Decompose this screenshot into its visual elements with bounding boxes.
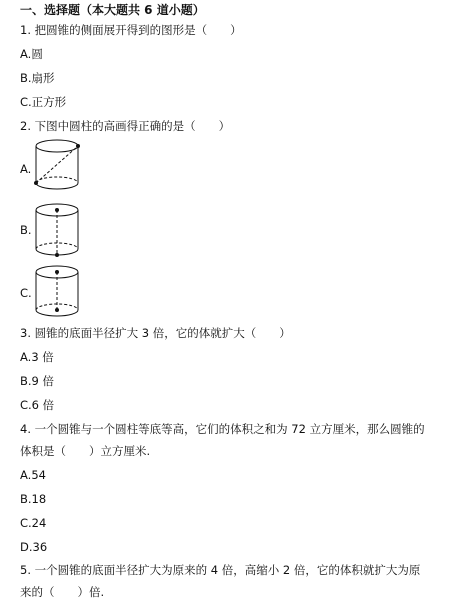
question-3-option-a[interactable]: A.3 倍 (20, 350, 54, 364)
question-3-option-c[interactable]: C.6 倍 (20, 398, 55, 412)
question-2-option-b-label[interactable]: B. (20, 223, 32, 237)
question-3-stem: 3. 圆锥的底面半径扩大 3 倍，它的体就扩大（ ） (20, 326, 291, 340)
question-4-option-b[interactable]: B.18 (20, 492, 47, 506)
question-4-stem-line-1: 4. 一个圆锥与一个圆柱等底等高，它们的体积之和为 72 立方厘米，那么圆锥的 (20, 422, 425, 436)
question-2-option-c-label[interactable]: C. (20, 286, 32, 300)
question-2-stem: 2. 下图中圆柱的高画得正确的是（ ） (20, 119, 231, 133)
section-title: 一、选择题（本大题共 6 道小题） (20, 3, 205, 17)
question-4-option-c[interactable]: C.24 (20, 516, 47, 530)
question-4-option-a[interactable]: A.54 (20, 468, 46, 482)
question-3-option-b[interactable]: B.9 倍 (20, 374, 55, 388)
question-4-stem-line-2: 体积是（ ）立方厘米. (20, 444, 151, 458)
question-1-option-a[interactable]: A.圆 (20, 47, 43, 61)
question-1-stem: 1. 把圆锥的侧面展开得到的图形是（ ） (20, 23, 242, 37)
question-2-option-a-label[interactable]: A. (20, 162, 32, 176)
question-5-stem-line-1: 5. 一个圆锥的底面半径扩大为原来的 4 倍，高缩小 2 倍，它的体积就扩大为原 (20, 563, 421, 577)
cylinder-axis-figure (34, 264, 80, 320)
question-4-option-d[interactable]: D.36 (20, 540, 48, 554)
cylinder-diagonal-figure (34, 138, 80, 192)
question-5-stem-line-2: 来的（ ）倍. (20, 585, 105, 599)
question-1-option-b[interactable]: B.扇形 (20, 71, 55, 85)
question-1-option-c[interactable]: C.正方形 (20, 95, 67, 109)
cylinder-axis-figure (34, 202, 80, 258)
